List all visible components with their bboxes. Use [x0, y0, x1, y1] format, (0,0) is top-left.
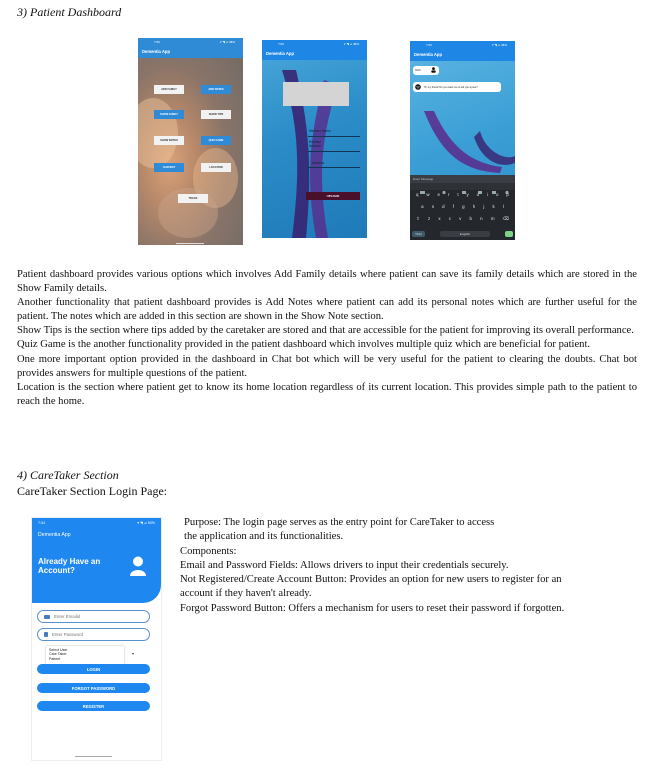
- app-title: Dementia App: [38, 532, 71, 538]
- status-icons: ▾ ◥ ⊿ 48%: [220, 40, 235, 44]
- keyboard: [410, 175, 515, 240]
- member-name-label: Member Name: [309, 129, 331, 133]
- status-bar: [410, 41, 515, 49]
- select-option[interactable]: Select User: [49, 648, 68, 652]
- status-bar: [262, 40, 367, 48]
- keyboard-key[interactable]: ⌫: [502, 216, 509, 221]
- keyboard-key[interactable]: r: [447, 192, 450, 197]
- keyboard-key[interactable]: y: [466, 192, 469, 197]
- space-key[interactable]: English: [440, 231, 490, 237]
- page-divider: [75, 756, 112, 757]
- add-family-button[interactable]: ADD FAMILY: [154, 85, 184, 94]
- lock-icon: [44, 632, 48, 637]
- register-button[interactable]: REGISTER: [37, 701, 150, 711]
- keyboard-key[interactable]: e: [437, 192, 440, 197]
- relation-number-label: Relation Number: [309, 140, 322, 148]
- address-label: Address: [312, 161, 325, 165]
- upload-button[interactable]: UPLOAD: [306, 192, 360, 200]
- email-icon: [44, 615, 50, 619]
- keyboard-key[interactable]: k: [492, 204, 495, 209]
- status-bar: [138, 38, 243, 46]
- keyboard-key[interactable]: g: [462, 204, 465, 209]
- email-field[interactable]: [37, 610, 150, 623]
- show-notes-button[interactable]: SHOW NOTES: [154, 136, 184, 145]
- keyboard-key[interactable]: l: [502, 204, 504, 209]
- keyboard-row-2[interactable]: [412, 204, 513, 209]
- email-placeholder: Enter Emailid: [54, 614, 81, 619]
- quiz-game-button[interactable]: QUIZ GAME: [201, 136, 231, 145]
- paragraph-add-family: Patient dashboard provides various options which involves Add Family details where patient can save its family details which are stored in the Show Family details.: [17, 269, 637, 295]
- paragraph-show-tips: Show Tips is the section where tips added by the caretaker are stored and that are accessible for the patient for improving its overall performance.: [17, 325, 634, 337]
- keyboard-key[interactable]: o: [496, 192, 499, 197]
- section-heading-patient-dashboard: 3) Patient Dashboard: [17, 5, 122, 19]
- paragraph-chat-bot: One more important option provided in the dashboard in Chat bot which will be very useful for the patient to clearing the doubts. Chat bot provides answers for multiple questions of the patient.: [17, 353, 637, 379]
- keyboard-key[interactable]: z: [427, 216, 431, 221]
- keyboard-key[interactable]: d: [442, 204, 445, 209]
- forgot-password-button[interactable]: FORGOT PASSWORD: [37, 683, 150, 693]
- keyboard-key[interactable]: x: [438, 216, 441, 221]
- user-message-text: Hello: [415, 69, 421, 72]
- login-header: [32, 518, 161, 603]
- status-icons: ▾ ◥ ⊿ 48%: [492, 43, 507, 47]
- login-page-description: [180, 516, 620, 616]
- relation-number-input[interactable]: [308, 151, 360, 152]
- status-icons: ▾ ◥ ⊿ 48%: [344, 42, 359, 46]
- keyboard-key[interactable]: v: [459, 216, 462, 221]
- bot-avatar-icon: [415, 84, 421, 90]
- section-heading-caretaker: 4) CareTaker Section: [17, 468, 119, 482]
- bot-message-text: Hi, my friend! Do you want me to tell you a joke?: [424, 85, 478, 89]
- keyboard-key[interactable]: u: [476, 192, 480, 197]
- track-button[interactable]: TRACK: [178, 194, 208, 203]
- app-bar: Dementia App: [138, 46, 243, 58]
- status-time: 7:00: [426, 43, 432, 47]
- status-icons: ▾ ◥ ⊿ 50%: [137, 521, 155, 525]
- paragraph-quiz-game: Quiz Game is the another functionality provided in the patient dashboard which involves multiple quiz which are beneficial for patient.: [17, 339, 591, 351]
- description-line: account if they haven't already.: [180, 588, 312, 600]
- symbols-key[interactable]: ?123: [412, 231, 425, 237]
- status-time: 7:00: [278, 42, 284, 46]
- enter-key[interactable]: [505, 231, 513, 237]
- keyboard-key[interactable]: s: [431, 204, 434, 209]
- send-icon[interactable]: [506, 176, 511, 181]
- keyboard-bottom-row[interactable]: [412, 230, 513, 237]
- location-button[interactable]: LOCATION: [201, 163, 231, 172]
- screenshot-add-family: [262, 40, 367, 238]
- keyboard-key[interactable]: ⇧: [416, 216, 420, 221]
- select-option[interactable]: Patient: [49, 656, 61, 661]
- keyboard-key[interactable]: b: [469, 216, 472, 221]
- keyboard-key[interactable]: j: [483, 204, 485, 209]
- keyboard-key[interactable]: p: [506, 192, 509, 197]
- keyboard-key[interactable]: c: [448, 216, 451, 221]
- keyboard-key[interactable]: f: [452, 204, 454, 209]
- keyboard-key[interactable]: h: [472, 204, 476, 209]
- screenshot-chatbot: [410, 41, 515, 240]
- description-line: Purpose: The login page serves as the entry point for CareTaker to access: [184, 517, 495, 528]
- login-button[interactable]: LOGIN: [37, 664, 150, 674]
- show-tips-button[interactable]: SHOW TIPS: [201, 110, 231, 119]
- nav-handle: [176, 243, 204, 245]
- screenshot-caretaker-login: [31, 517, 162, 761]
- login-headline: Already Have an Account?: [38, 557, 101, 575]
- add-notes-button[interactable]: ADD NOTES: [201, 85, 231, 94]
- description-line: Not Registered/Create Account Button: Provides an option for new users to register for an: [180, 574, 562, 586]
- keyboard-key[interactable]: n: [480, 216, 483, 221]
- paragraph-location: Location is the section where patient get to know its home location regardless of its current location. This provides simple path to the patient to reach the home.: [17, 381, 637, 407]
- caretaker-login-subheading: CareTaker Section Login Page:: [17, 484, 168, 498]
- keyboard-key[interactable]: a: [421, 204, 424, 209]
- description-line: Components:: [180, 545, 237, 557]
- keyboard-key[interactable]: i: [487, 192, 489, 197]
- keyboard-row-3[interactable]: [412, 216, 513, 222]
- chatbot-button[interactable]: CHATBOT: [154, 163, 184, 172]
- keyboard-key[interactable]: t: [457, 192, 459, 197]
- keyboard-key[interactable]: w: [426, 192, 430, 197]
- address-input[interactable]: [308, 167, 360, 168]
- message-input[interactable]: Enter Message: [410, 175, 515, 183]
- status-time: 7:00: [154, 40, 160, 44]
- keyboard-row-1[interactable]: [412, 192, 513, 197]
- description-line: Forgot Password Button: Offers a mechanism for users to reset their password if forgotten.: [180, 602, 565, 614]
- photo-placeholder[interactable]: [283, 82, 349, 106]
- keyboard-key[interactable]: q: [415, 192, 419, 197]
- paragraph-add-notes: Another functionality that patient dashboard provides is Add Notes where patient can add its personal notes which are further useful for the patient. The notes which are added in this section are shown in the Show Note section.: [17, 297, 637, 323]
- keyboard-key[interactable]: m: [490, 216, 495, 221]
- app-bar: Dementia App: [262, 48, 367, 60]
- show-family-button[interactable]: SHOW FAMILY: [154, 110, 184, 119]
- app-bar: Dementia App: [410, 49, 515, 61]
- status-bar: [38, 521, 155, 525]
- dashboard-description: [17, 268, 637, 409]
- ribbon-decoration: [410, 101, 515, 181]
- member-name-input[interactable]: [308, 136, 360, 137]
- user-avatar-icon: [431, 67, 436, 73]
- user-avatar-icon: [129, 556, 147, 576]
- select-option[interactable]: Care Taker: [49, 652, 67, 657]
- screenshot-patient-dashboard: [138, 38, 243, 245]
- description-line: the application and its functionalities.: [184, 531, 344, 543]
- user-message: [413, 66, 439, 75]
- chevron-down-icon[interactable]: ▾: [132, 651, 135, 656]
- password-placeholder: Enter Password: [52, 632, 83, 637]
- bot-message: [413, 82, 501, 92]
- password-field[interactable]: [37, 628, 150, 641]
- keyboard-toolbar: [410, 183, 515, 190]
- description-line: Email and Password Fields: Allows drivers to input their credentials securely.: [180, 559, 509, 571]
- status-time: 7:34: [38, 521, 45, 525]
